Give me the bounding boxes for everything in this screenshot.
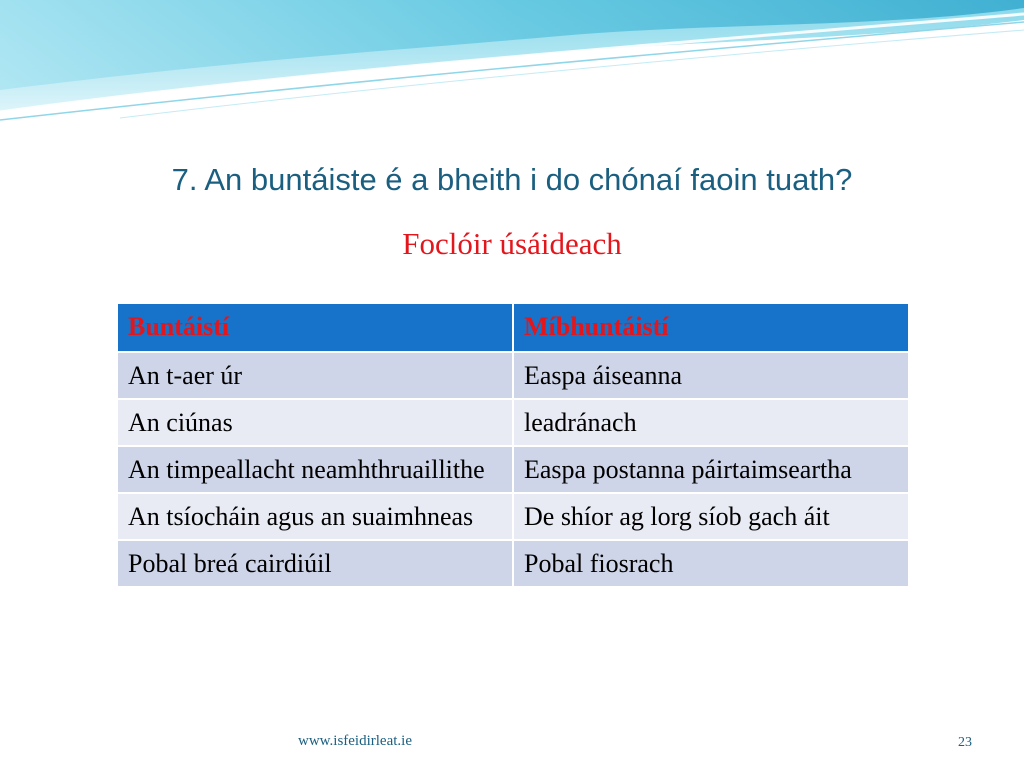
- slide-subtitle: Foclóir úsáideach: [402, 226, 622, 261]
- table-header-row: [117, 303, 909, 352]
- slide-page-number: 23: [958, 735, 972, 750]
- table-row: [117, 399, 909, 446]
- table-cell-disadvantage: De shíor ag lorg síob gach áit: [513, 493, 909, 540]
- table-cell-advantage: Pobal breá cairdiúil: [117, 540, 513, 587]
- table-cell-advantage: An ciúnas: [117, 399, 513, 446]
- table-cell-advantage: An tsíocháin agus an suaimhneas: [117, 493, 513, 540]
- table-row: [117, 352, 909, 399]
- column-header-disadvantages: Míbhuntáistí: [513, 303, 909, 352]
- vocabulary-table: [116, 302, 910, 588]
- table-row: [117, 446, 909, 493]
- table-cell-disadvantage: Easpa postanna páirtaimseartha: [513, 446, 909, 493]
- footer-website-link[interactable]: www.isfeidirleat.ie: [298, 733, 412, 749]
- table-cell-advantage: An timpeallacht neamhthruaillithe: [117, 446, 513, 493]
- table-cell-disadvantage: Pobal fiosrach: [513, 540, 909, 587]
- table-cell-disadvantage: Easpa áiseanna: [513, 352, 909, 399]
- table-row: [117, 540, 909, 587]
- decorative-wave-header: [0, 0, 1024, 130]
- table-row: [117, 493, 909, 540]
- table-cell-advantage: An t-aer úr: [117, 352, 513, 399]
- column-header-advantages: Buntáistí: [117, 303, 513, 352]
- table-cell-disadvantage: leadránach: [513, 399, 909, 446]
- slide-title: 7. An buntáiste é a bheith i do chónaí faoin tuath?: [171, 162, 853, 197]
